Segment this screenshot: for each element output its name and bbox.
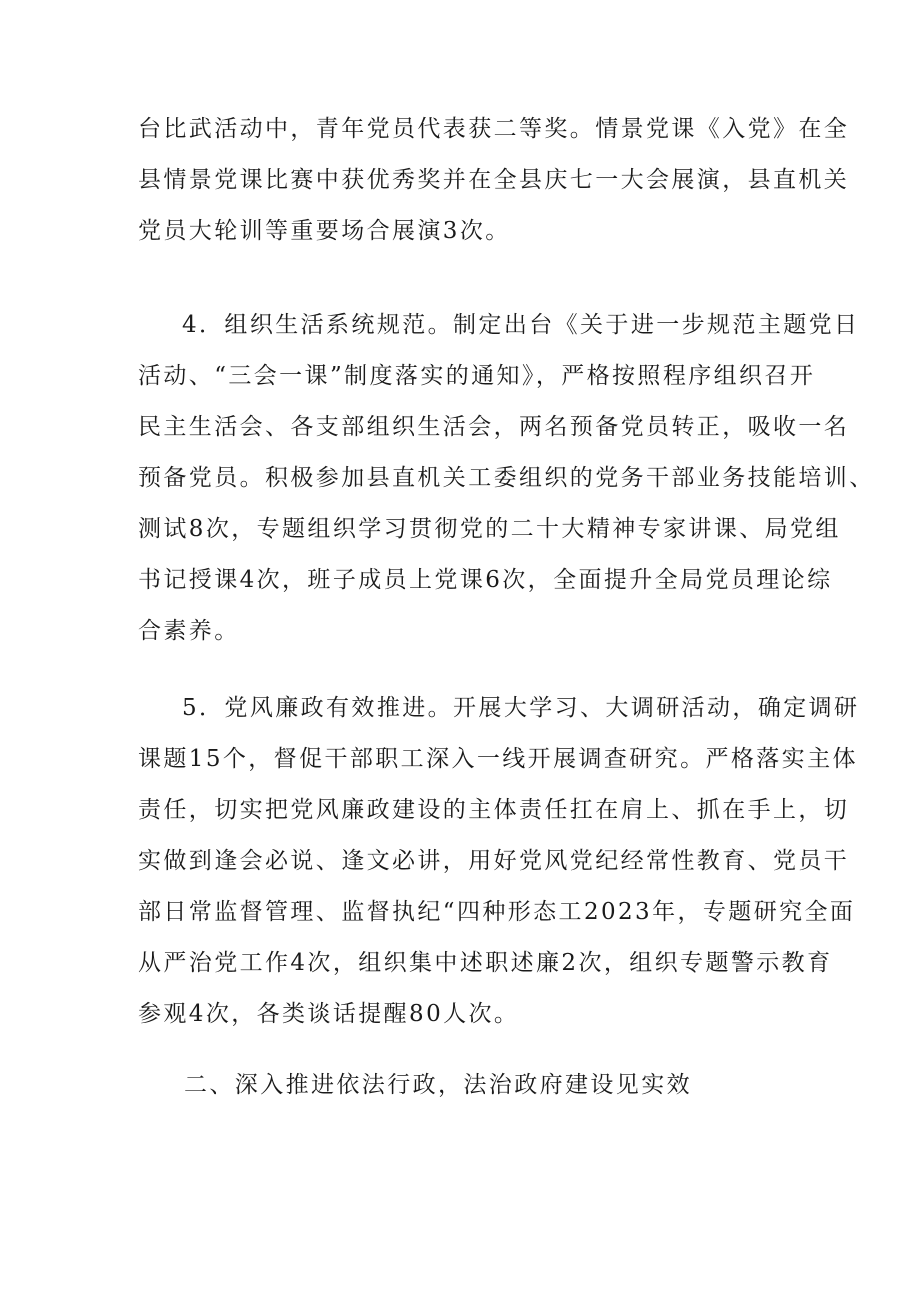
text-line: 合素养。 (138, 618, 240, 644)
text-line: 参观4次，各类谈话提醒80人次。 (138, 1001, 520, 1027)
text-line: 实做到逢会必说、逢文必讲，用好党风党纪经常性教育、党员干 (138, 848, 850, 874)
text-line: 党员大轮训等重要场合展演3次。 (138, 218, 511, 244)
text-line: 责任，切实把党风廉政建设的主体责任扛在肩上、抓在手上，切 (138, 797, 850, 823)
text-line: 测试8次，专题组织学习贯彻党的二十大精神专家讲课、局党组 (138, 516, 841, 542)
text-line: 预备党员。积极参加县直机关工委组织的党务干部业务技能培训、 (138, 465, 875, 491)
text-line: 县情景党课比赛中获优秀奖并在全县庆七一大会展演，县直机关 (138, 167, 850, 193)
paragraph-activities-continued (138, 104, 850, 257)
text-line: 活动、“三会一课”制度落实的通知》，严格按照程序组织召开 (138, 363, 816, 389)
paragraph-clean-governance (138, 683, 860, 1040)
paragraph-organization-life (138, 300, 875, 657)
text-line: 书记授课4次，班子成员上党课6次，全面提升全局党员理论综 (138, 567, 833, 593)
text-line: 课题15个，督促干部职工深入一线开展调查研究。严格落实主体 (138, 746, 858, 772)
text-line: 部日常监督管理、监督执纪“四种形态工2023年，专题研究全面 (138, 899, 856, 925)
text-line: 从严治党工作4次，组织集中述职述廉2次，组织专题警示教育 (138, 950, 833, 976)
text-line: 台比武活动中，青年党员代表获二等奖。情景党课《入党》在全 (138, 116, 850, 142)
text-line: 民主生活会、各支部组织生活会，两名预备党员转正，吸收一名 (138, 414, 850, 440)
text-line: 5．党风廉政有效推进。开展大学习、大调研活动，确定调研 (182, 695, 860, 721)
section-heading: 二、深入推进依法行政，法治政府建设见实效 (184, 1072, 692, 1098)
text-line: 4．组织生活系统规范。制定出台《关于进一步规范主题党日 (182, 312, 860, 338)
